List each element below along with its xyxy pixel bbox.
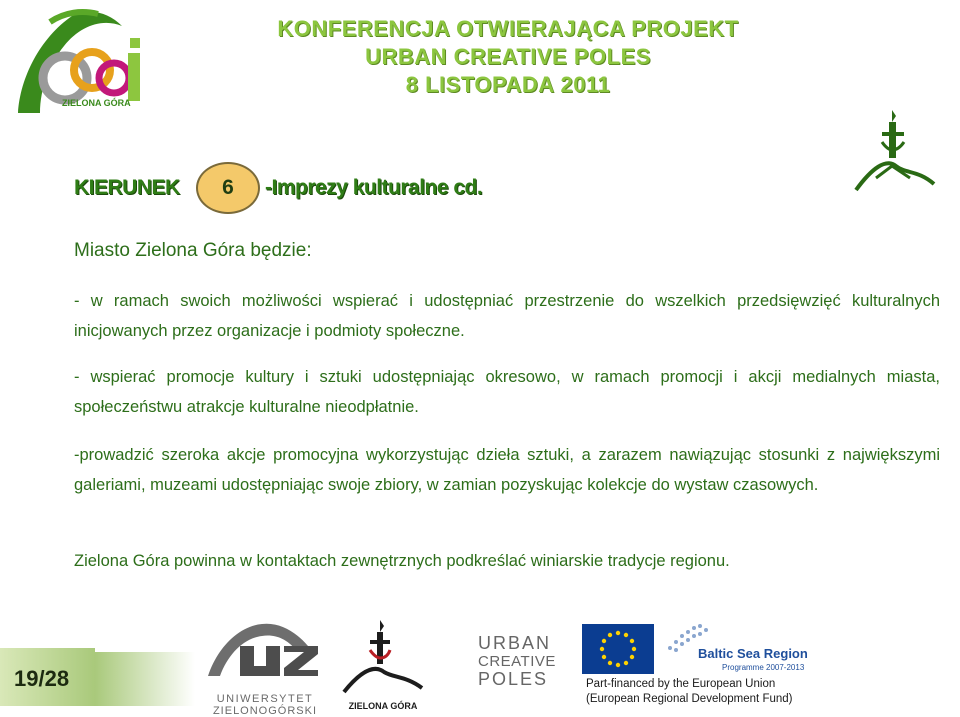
uz-logo [200, 616, 330, 717]
logo-caption: ZIELONA GÓRA [62, 98, 131, 108]
bsr-sub: Programme 2007-2013 [722, 663, 805, 672]
eu-financing-2: (European Regional Development Fund) [586, 693, 793, 705]
bsr-title: Baltic Sea Region [698, 646, 808, 661]
header-line-2: URBAN CREATIVE POLES [365, 44, 651, 69]
footer-band [95, 652, 195, 706]
uz-name-1: UNIWERSYTET [216, 693, 314, 705]
header-line-1: KONFERENCJA OTWIERAJĄCA PROJEKT [277, 16, 739, 41]
direction-label: KIERUNEK [74, 176, 180, 199]
direction-number-badge: 6 [196, 162, 260, 214]
emblem-graphic [852, 108, 938, 194]
top-right-emblem [852, 108, 938, 194]
ucp-line-1: URBAN [478, 633, 552, 653]
eu-financing-1: Part-financed by the European Union [586, 678, 776, 690]
zg-footer-text: ZIELONA GÓRA [348, 701, 418, 711]
bsr-logo [664, 620, 808, 676]
paragraph-2: - wspierać promocje kultury i sztuki udostępniając okresowo, w ramach promocji i akcji medialnych miasta, społeczeństwu atrakcje kulturalne nieodpłatnie. [74, 368, 940, 416]
ucp-line-2: CREATIVE [478, 653, 556, 670]
zg-footer-logo [340, 618, 426, 712]
paragraph-3: -prowadzić szeroka akcje promocyjna wykorzystując dzieła sztuki, a zarazem nawiązując stosunki z największymi galeriami, muzeami udostępniając swoje zbiory, w zamian pozyskując kolekcje do wystaw czasowych. [74, 446, 940, 494]
header-line-3: 8 LISTOPADA 2011 [405, 72, 611, 97]
eu-flag [582, 624, 654, 674]
direction-title: -Imprezy kulturalne cd. [265, 176, 483, 199]
zg-footer-graphic [340, 618, 426, 696]
intro-heading: Miasto Zielona Góra będzie: [74, 240, 312, 261]
ucp-line-3: POLES [478, 669, 549, 689]
page-number: 19/28 [14, 666, 70, 691]
uz-name-2: ZIELONOGÓRSKI [212, 705, 318, 717]
paragraph-1: - w ramach swoich możliwości wspierać i udostępniać przestrzenie do wszelkich przedsięwzięć kulturalnych inicjowanych przez organizacje i podmioty społeczne. [74, 292, 940, 340]
paragraph-4: Zielona Góra powinna w kontaktach zewnętrznych podkreślać winiarskie tradycje regionu. [74, 552, 730, 570]
eu-stars-icon [582, 624, 654, 674]
ucp-logo [478, 634, 568, 689]
uz-logo-graphic [200, 616, 330, 686]
